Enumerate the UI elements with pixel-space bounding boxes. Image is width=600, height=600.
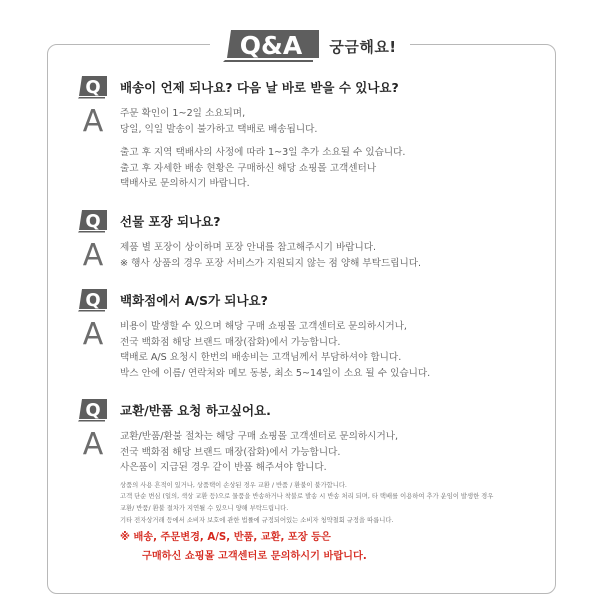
- svg-text:Q: Q: [85, 77, 101, 98]
- question-text: 교환/반품 요청 하고싶어요.: [120, 403, 271, 418]
- a-badge-icon: A: [82, 317, 104, 352]
- svg-text:Q&A: Q&A: [240, 31, 303, 60]
- policy-small-text: 상품의 사용 흔적이 있거나, 상품택이 손상된 경우 교환 / 반품 / 환불이 불가합니다. 고객 단순 변심 (일의, 색상 교환 등)으로 물품을 반송하거나 착불로 발송 시 반송 처리 되며, 타 택배를 이용하여 추가 운임이 발생한 경우 교환/ 반품/ 환불 절차가 지연될 수 있으니 양해 부탁드립니다. 기타 전자상거래 등에서 소비자 보호에 관한 법률에 규정되어있는 소비자 청약철회 규정을 따릅니다.: [120, 481, 494, 524]
- q-badge-icon: [78, 288, 108, 312]
- answer-text: 비용이 발생할 수 있으며 해당 구매 쇼핑몰 고객센터로 문의하시거나, 전국 백화점 해당 브랜드 매장(잡화)에서 가능합니다. 택배로 A/S 요청시 한번의 배송비는 고객님께서 부담하셔야 합니다. 박스 안에 이름/ 연락처와 메모 동봉, 최소 5~14일이 소요 될 수 있습니다.: [120, 321, 431, 379]
- question-text: 선물 포장 되나요?: [120, 214, 221, 229]
- svg-text:Q: Q: [85, 400, 101, 421]
- qa-header: [210, 26, 410, 66]
- answer-text: 주문 확인이 1~2일 소요되며, 당일, 익일 발송이 불가하고 택배로 배송됩니다. 출고 후 지역 택배사의 사정에 따라 1~3일 추가 소요될 수 있습니다. 출고 후 자세한 배송 현황은 구매하신 해당 쇼핑몰 고객센터나 택배사로 문의하시기 바랍니다.: [120, 108, 406, 190]
- qa-section-exchange: [78, 397, 493, 526]
- a-badge-icon: A: [82, 427, 104, 462]
- contact-notice: ※ 배송, 주문변경, A/S, 반품, 교환, 포장 등은 구매하신 쇼핑몰 고객센터로 문의하시기 바랍니다.: [120, 532, 367, 562]
- q-badge-icon: [78, 75, 108, 99]
- a-badge-icon: A: [82, 238, 104, 273]
- question-text: 배송이 언제 되나요? 다음 날 바로 받을 수 있나요?: [120, 80, 399, 95]
- qa-section-as: [78, 287, 430, 381]
- svg-text:Q: Q: [85, 211, 101, 232]
- q-badge-icon: [78, 209, 108, 233]
- q-badge-icon: [78, 398, 108, 422]
- question-text: 백화점에서 A/S가 되나요?: [120, 293, 268, 308]
- svg-text:Q: Q: [85, 290, 101, 311]
- qa-section-delivery: [78, 74, 405, 192]
- qa-section-gift-wrap: [78, 208, 421, 272]
- a-badge-icon: A: [82, 104, 104, 139]
- answer-text: 제품 별 포장이 상이하며 포장 안내를 참고해주시기 바랍니다. ※ 행사 상품의 경우 포장 서비스가 지원되지 않는 점 양해 부탁드립니다.: [120, 242, 422, 269]
- answer-text: 교환/반품/환불 절차는 해당 구매 쇼핑몰 고객센터로 문의하시거나, 전국 백화점 해당 브랜드 매장(잡화)에서 가능합니다. 사은품이 지급된 경우 같이 반품 해주셔야 합니다. 상품의 사용 흔적이 있거나, 상품택이 손상된 경우 교환 / 반품 / 환불이 불가합니다. 고객 단순 변심 (일의, 색상 교환 등)으로 물품을 반송하거나 착불로 발송 시 반송 처리 되며, 타 택배를 이용하여 추가 운임이 발생한 경우 교환/ 반품/ 환불 절차가 지연될 수 있으니 양해 부탁드립니다. 기타 전자상거래 등에서 소비자 보호에 관한 법률에 규정되어있는 소비자 청약철회 규정을 따릅니다.: [120, 429, 493, 526]
- header-title: 궁금해요!: [329, 37, 397, 56]
- qa-logo-icon: [223, 28, 321, 64]
